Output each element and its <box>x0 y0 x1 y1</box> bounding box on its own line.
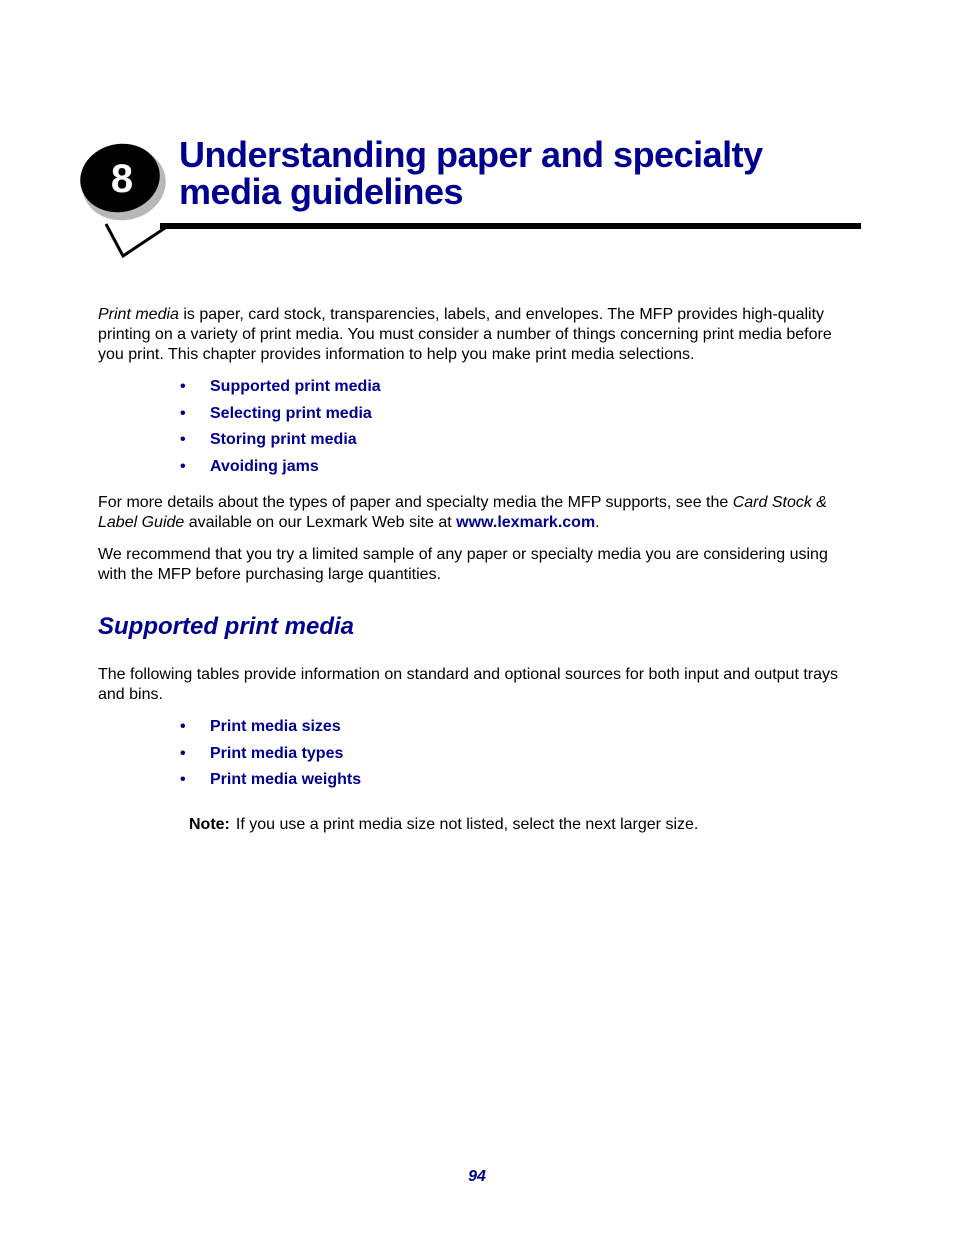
toc-link-selecting-print-media[interactable]: • Selecting print media <box>180 404 381 431</box>
details-text-before: For more details about the types of paper and specialty media the MFP supports, see the <box>98 494 733 511</box>
lexmark-web-link[interactable]: www.lexmark.com <box>456 514 596 531</box>
chapter-badge-graphic <box>78 140 178 265</box>
intro-text: is paper, card stock, transparencies, labels, and envelopes. The MFP provides high-quality printing on a variety of print media. You must consider a number of things concerning print media before you print. This chapter provides information to help you make print media selections. <box>98 306 832 363</box>
page-number: 94 <box>468 1168 486 1185</box>
link-print-media-types[interactable]: • Print media types <box>180 744 361 771</box>
chapter-title-line-2: media guidelines <box>179 171 464 212</box>
toc-link-storing-print-media[interactable]: • Storing print media <box>180 430 381 457</box>
chapter-badge <box>78 140 178 265</box>
guide-title: Card Stock & Label Guide <box>98 494 827 531</box>
section-intro-paragraph: The following tables provide information on standard and optional sources for both input and output trays and bins. <box>98 666 839 703</box>
intro-paragraph <box>98 305 858 365</box>
section-heading-supported-print-media: Supported print media <box>98 613 355 640</box>
chapter-number: 8 <box>110 157 134 201</box>
link-print-media-sizes[interactable]: • Print media sizes <box>180 717 361 744</box>
details-paragraph <box>98 493 858 533</box>
link-print-media-weights[interactable]: • Print media weights <box>180 770 361 797</box>
title-rule <box>160 223 861 229</box>
details-text-middle: available on our Lexmark Web site at <box>184 514 457 531</box>
toc-link-supported-print-media[interactable]: • Supported print media <box>180 377 381 404</box>
chapter-title-line-1: Understanding paper and specialty <box>179 134 763 175</box>
section-link-list <box>180 717 361 797</box>
toc-link-avoiding-jams[interactable]: • Avoiding jams <box>180 457 381 484</box>
chapter-toc-list <box>180 377 381 483</box>
note-label: Note: <box>189 816 230 833</box>
recommend-paragraph: We recommend that you try a limited sample of any paper or specialty media you are considering using with the MFP before purchasing large quantities. <box>98 546 828 583</box>
chapter-title <box>179 136 879 210</box>
intro-term: Print media <box>98 306 179 323</box>
details-text-after: . <box>595 514 600 531</box>
note-block <box>189 815 869 835</box>
note-text: If you use a print media size not listed, select the next larger size. <box>235 816 699 833</box>
